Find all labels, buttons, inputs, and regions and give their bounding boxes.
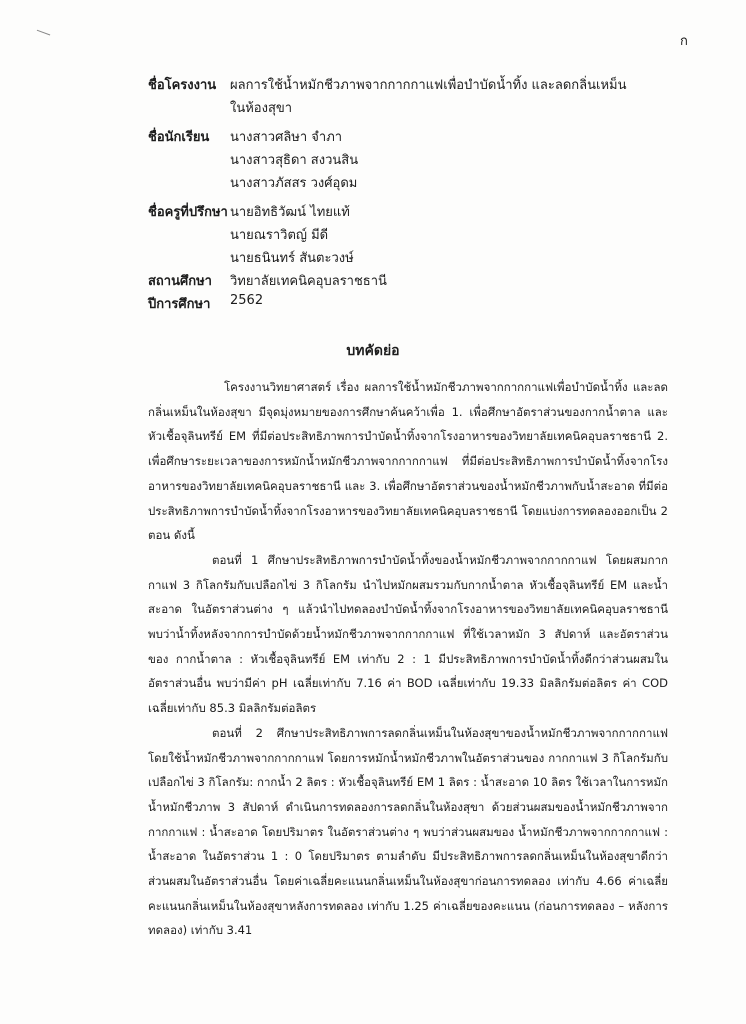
academic-year: 2562: [230, 293, 264, 308]
abstract-paragraph-part1: ตอนที่ 1 ศึกษาประสิทธิภาพการบำบัดน้ำทิ้งของน้ำหมักชีวภาพจากกากกาแฟ โดยผสมกากกาแฟ 3 กิโลกรัมกับเปลือกไข่ 3 กิโลกรัม นำไปหมักผสมรวมกับกากน้ำตาล หัวเชื้อจุลินทรีย์ EM และน้ำสะอาด ในอัตราส่วนต่าง ๆ แล้วนำไปทดลองบำบัดน้ำทิ้งจากโรงอาหารของวิทยาลัยเทคนิคอุบลราชธานี พบว่าน้ำทิ้งหลังจากการบำบัดด้วยน้ำหมักชีวภาพจากกากกาแฟ ที่ใช้เวลาหมัก 3 สัปดาห์ และอัตราส่วนของ กากน้ำตาล : หัวเชื้อจุลินทรีย์ EM เท่ากับ 2 : 1 มีประสิทธิภาพการบำบัดน้ำทิ้งดีกว่าส่วนผสมในอัตราส่วนอื่น พบว่ามีค่า pH เฉลี่ยเท่ากับ 7.16 ค่า BOD เฉลี่ยเท่ากับ 19.33 มิลลิกรัมต่อลิตร ค่า COD เฉลี่ยเท่ากับ 85.3 มิลลิกรัมต่อลิตร: [148, 552, 668, 716]
advisors-label: ชื่อครูที่ปรึกษา: [148, 205, 228, 220]
school-label: สถานศึกษา: [148, 274, 212, 289]
abstract-paragraph-part2: ตอนที่ 2 ศึกษาประสิทธิภาพการลดกลิ่นเหม็นในห้องสุขาของน้ำหมักชีวภาพจากกากกาแฟ โดยใช้น้ำหมักชีวภาพจากกากกาแฟ โดยการหมักน้ำหมักชีวภาพในอัตราส่วนของ กากกาแฟ 3 กิโลกรัมกับเปลือกไข่ 3 กิโลกรัม: กากน้ำ 2 ลิตร : หัวเชื้อจุลินทรีย์ EM 1 ลิตร : น้ำสะอาด 10 ลิตร ใช้เวลาในการหมักน้ำหมักชีวภาพ 3 สัปดาห์ ดำเนินการทดลองการลดกลิ่นในห้องสุขา ด้วยส่วนผสมของน้ำหมักชีวภาพจากกากกาแฟ : น้ำสะอาด โดยปริมาตร ในอัตราส่วนต่าง ๆ พบว่าส่วนผสมของ น้ำหมักชีวภาพจากกากกาแฟ : น้ำสะอาด ในอัตราส่วน 1 : 0 โดยปริมาตร ตามลำดับ มีประสิทธิภาพการลดกลิ่นเหม็นในห้องสุขาดีกว่าส่วนผสมในอัตราส่วนอื่น โดยค่าเฉลี่ยคะแนนกลิ่นเหม็นในห้องสุขาก่อนการทดลอง เท่ากับ 4.66 ค่าเฉลี่ยคะแนนกลิ่นเหม็นในห้องสุขาหลังการทดลอง เท่ากับ 1.25 ค่าเฉลี่ยของคะแนน (ก่อนการทดลอง – หลังการทดลอง) เท่ากับ 3.41: [148, 725, 668, 938]
academic-year-label: ปีการศึกษา: [148, 297, 211, 312]
project-title-line1: ผลการใช้น้ำหมักชีวภาพจากกากกาแฟเพื่อบำบัดน้ำทิ้ง และลดกลิ่นเหม็น: [230, 78, 627, 93]
abstract-body: [148, 375, 668, 943]
student-name-1: นางสาวศลิษา จำภา: [230, 130, 343, 145]
abstract-paragraph-intro: โครงงานวิทยาศาสตร์ เรื่อง ผลการใช้น้ำหมักชีวภาพจากกากกาแฟเพื่อบำบัดน้ำทิ้ง และลดกลิ่นเหม็นในห้องสุขา มีจุดมุ่งหมายของการศึกษาค้นคว้าเพื่อ 1. เพื่อศึกษาอัตราส่วนของกากน้ำตาล และหัวเชื้อจุลินทรีย์ EM ที่มีต่อประสิทธิภาพการบำบัดน้ำทิ้งจากโรงอาหารของวิทยาลัยเทคนิคอุบลราชธานี 2. เพื่อศึกษาระยะเวลาของการหมักน้ำหมักชีวภาพจากกากกาแฟ ที่มีต่อประสิทธิภาพการบำบัดน้ำทิ้งจากโรงอาหารของวิทยาลัยเทคนิคอุบลราชธานี และ 3. เพื่อศึกษาอัตราส่วนของน้ำหมักชีวภาพกับน้ำสะอาด ที่มีต่อประสิทธิภาพการบำบัดน้ำทิ้งจากโรงอาหารของวิทยาลัยเทคนิคอุบลราชธานี โดยแบ่งการทดลองออกเป็น 2 ตอน ดังนี้: [148, 380, 668, 543]
school-name: วิทยาลัยเทคนิคอุบลราชธานี: [230, 274, 387, 289]
page-number: ก: [680, 34, 688, 49]
student-name-2: นางสาวสุธิดา สงวนสิน: [230, 153, 359, 168]
project-title-line2: ในห้องสุขา: [230, 101, 293, 116]
advisor-name-1: นายอิทธิวัฒน์ ไทยแท้: [230, 205, 350, 220]
advisor-name-2: นายณราวิตญ์ มีดี: [230, 228, 329, 243]
scan-mark: [36, 30, 51, 39]
project-title-label: ชื่อโครงงาน: [148, 78, 217, 93]
students-label: ชื่อนักเรียน: [148, 130, 210, 145]
advisor-name-3: นายธนินทร์ สันตะวงษ์: [230, 251, 354, 266]
student-name-3: นางสาวภัสสร วงศ์อุดม: [230, 176, 358, 191]
abstract-title: บทคัดย่อ: [346, 343, 400, 359]
